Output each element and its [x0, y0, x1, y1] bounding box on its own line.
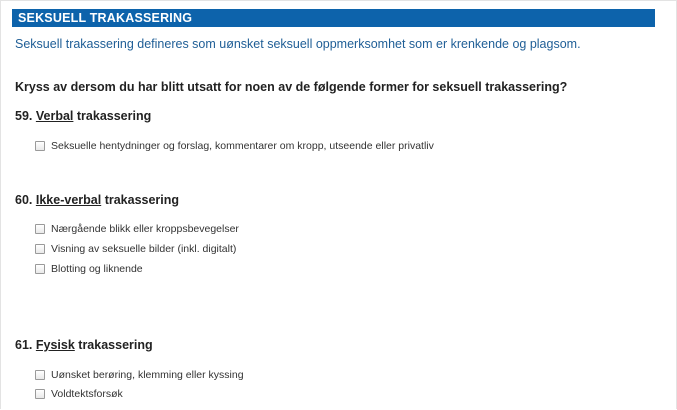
question-keyword: Fysisk	[35, 338, 75, 352]
checkbox[interactable]	[35, 264, 45, 274]
option-physical-rape-attempt[interactable]	[35, 387, 123, 401]
section-header: SEKSUELL TRAKASSERING	[12, 9, 655, 27]
question-suffix: trakassering	[78, 338, 153, 352]
option-label: Blotting og liknende	[51, 263, 143, 275]
option-label: Voldtektsforsøk	[51, 388, 123, 400]
question-60-title	[15, 193, 179, 207]
option-label: Seksuelle hentydninger og forslag, kommentarer om kropp, utseende eller privatliv	[51, 140, 434, 152]
option-verbal-hints[interactable]	[35, 139, 434, 153]
question-keyword: Verbal	[35, 109, 74, 123]
intro-text: Seksuell trakassering defineres som uønsket seksuell oppmerksomhet som er krenkende og plagsom.	[15, 37, 581, 51]
question-59-title	[15, 109, 151, 123]
main-question: Kryss av dersom du har blitt utsatt for noen av de følgende former for seksuell trakassering?	[15, 80, 568, 94]
option-physical-touching[interactable]	[35, 368, 244, 382]
checkbox[interactable]	[35, 389, 45, 399]
checkbox[interactable]	[35, 224, 45, 234]
question-number: 59.	[15, 109, 33, 123]
question-number: 60.	[15, 193, 33, 207]
question-61-title	[15, 338, 153, 352]
question-suffix: trakassering	[104, 193, 180, 207]
checkbox[interactable]	[35, 141, 45, 151]
checkbox[interactable]	[35, 244, 45, 254]
option-label: Visning av seksuelle bilder (inkl. digitalt)	[51, 243, 237, 255]
question-keyword: Ikke-verbal	[35, 193, 102, 207]
option-nonverbal-exposure[interactable]	[35, 262, 143, 276]
option-label: Uønsket berøring, klemming eller kyssing	[51, 369, 244, 381]
question-suffix: trakassering	[76, 109, 152, 123]
option-label: Nærgående blikk eller kroppsbevegelser	[51, 223, 239, 235]
option-nonverbal-gazes[interactable]	[35, 222, 239, 236]
question-number: 61.	[15, 338, 33, 352]
option-nonverbal-images[interactable]	[35, 242, 236, 256]
checkbox[interactable]	[35, 370, 45, 380]
